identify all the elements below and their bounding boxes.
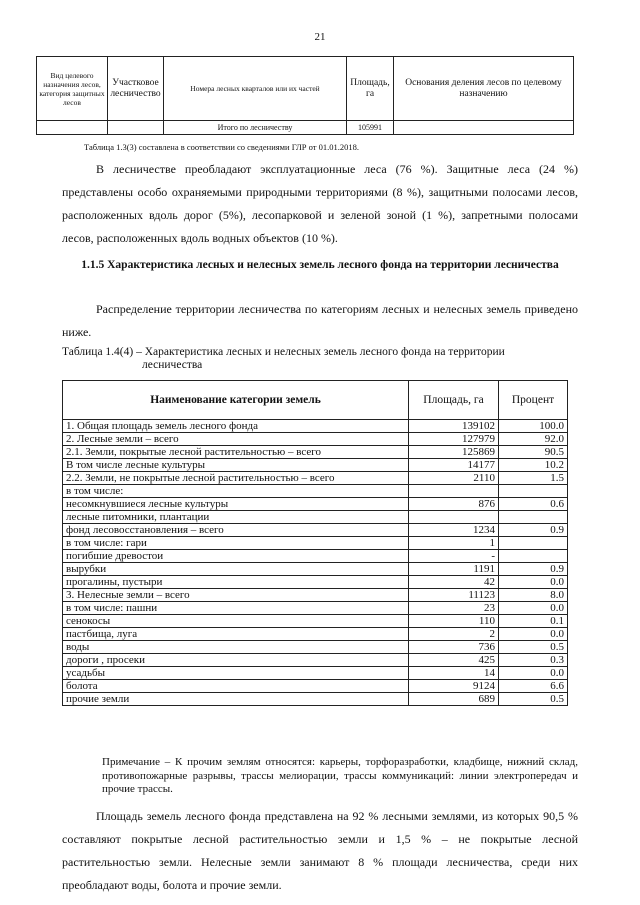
area-cell: 1 [409,537,499,550]
category-cell: сенокосы [63,615,409,628]
table-row [63,459,568,472]
percent-cell: 10.2 [499,459,568,472]
header-cell: Процент [499,381,568,420]
percent-cell: 0.0 [499,628,568,641]
table-row [63,485,568,498]
percent-cell: 0.0 [499,667,568,680]
category-cell: прочие земли [63,693,409,706]
paragraph: Распределение территории лесничества по категориям лесных и нелесных земель приведено ниже. [62,302,578,339]
category-cell: 2. Лесные земли – всего [63,433,409,446]
percent-cell [499,550,568,563]
area-cell: 9124 [409,680,499,693]
area-cell: 23 [409,602,499,615]
category-cell: погибшие древостои [63,550,409,563]
category-cell: несомкнувшиеся лесные культуры [63,498,409,511]
area-cell [409,511,499,524]
table-row [63,589,568,602]
header-cell: Номера лесных кварталов или их частей [164,57,347,121]
percent-cell: 0.6 [499,498,568,511]
paragraph: В лесничестве преобладают эксплуатационные леса (76 %). Защитные леса (24 %) представлены особо охраняемыми природными территориями (8 %), защитными полосами лесов, расположенных вдоль дорог (5%), лесопарковой и зеленой зоной (1 %), запретными полосами лесов, расположенных вдоль водных объектов (10 %). [62,162,578,245]
table-row [63,641,568,654]
category-cell: фонд лесовосстановления – всего [63,524,409,537]
area-cell: 11123 [409,589,499,602]
header-cell: Наименование категории земель [63,381,409,420]
category-cell: усадьбы [63,667,409,680]
section-heading: 1.1.5 Характеристика лесных и нелесных земель лесного фонда на территории лесничества [81,259,559,271]
table-row [63,615,568,628]
percent-cell: 0.9 [499,563,568,576]
category-cell: пастбища, луга [63,628,409,641]
table-row [63,524,568,537]
table-row [63,550,568,563]
category-cell: прогалины, пустыри [63,576,409,589]
percent-cell: 0.5 [499,693,568,706]
category-cell: 2.1. Земли, покрытые лесной растительностью – всего [63,446,409,459]
area-cell: 2110 [409,472,499,485]
area-cell: 110 [409,615,499,628]
table-row [63,628,568,641]
paragraph: Площадь земель лесного фонда представлена на 92 % лесными землями, из которых 90,5 % составляют покрытые лесной растительностью земли и 1,5 % – не покрытые лесной растительностью земли. Нелесные земли занимают 8 % площади лесничества, среди них преобладают воды, болота и прочие земли. [62,809,578,892]
percent-cell: 0.3 [499,654,568,667]
area-cell: 42 [409,576,499,589]
header-cell: Вид целевого назначения лесов, категория защитных лесов [37,57,108,121]
percent-cell [499,511,568,524]
table-row [63,537,568,550]
area-cell: 425 [409,654,499,667]
percent-cell: 0.9 [499,524,568,537]
table-row [63,446,568,459]
category-cell: лесные питомники, плантации [63,511,409,524]
header-cell: Участковое лесничество [108,57,164,121]
table-header-row [63,381,568,420]
table-row [63,511,568,524]
forest-purpose-table [36,56,574,135]
area-cell: 127979 [409,433,499,446]
category-cell: 2.2. Земли, не покрытые лесной растительностью – всего [63,472,409,485]
category-cell: 3. Нелесные земли – всего [63,589,409,602]
table-row [63,693,568,706]
area-cell: - [409,550,499,563]
total-label: Итого по лесничеству [164,121,347,135]
category-cell: 1. Общая площадь земель лесного фонда [63,420,409,433]
percent-cell: 8.0 [499,589,568,602]
table-note: Таблица 1.3(3) составлена в соответствии со сведениями ГЛР от 01.01.2018. [84,142,359,152]
table-row [63,576,568,589]
land-category-table [62,380,568,706]
header-cell: Площадь, га [347,57,394,121]
header-cell: Площадь, га [409,381,499,420]
table-header-row [37,57,574,121]
page-number: 21 [314,31,326,43]
area-cell: 14 [409,667,499,680]
header-cell: Основания деления лесов по целевому назначению [394,57,574,121]
category-cell: болота [63,680,409,693]
category-cell: вырубки [63,563,409,576]
category-cell: В том числе лесные культуры [63,459,409,472]
area-cell [409,485,499,498]
table-row [63,498,568,511]
area-cell: 2 [409,628,499,641]
percent-cell: 100.0 [499,420,568,433]
table-row [63,602,568,615]
percent-cell: 1.5 [499,472,568,485]
percent-cell [499,485,568,498]
area-cell: 14177 [409,459,499,472]
percent-cell: 0.0 [499,602,568,615]
table-row [63,433,568,446]
percent-cell: 90.5 [499,446,568,459]
area-cell: 876 [409,498,499,511]
category-cell: воды [63,641,409,654]
table-row [63,654,568,667]
table-row [63,680,568,693]
total-row [37,121,574,135]
table-row [63,667,568,680]
area-cell: 689 [409,693,499,706]
table-row [63,472,568,485]
category-cell: дороги , просеки [63,654,409,667]
percent-cell: 92.0 [499,433,568,446]
percent-cell: 0.5 [499,641,568,654]
table-caption: Таблица 1.4(4) – Характеристика лесных и нелесных земель лесного фонда на территории лесничества [62,346,505,371]
table-remark: Примечание – К прочим землям относятся: карьеры, торфоразработки, кладбище, нижний склад, противопожарные разрывы, трассы мелиорации, трассы коммуникаций: линии электропередач и прочие трассы. [102,756,578,795]
category-cell: в том числе: гари [63,537,409,550]
area-cell: 139102 [409,420,499,433]
area-cell: 736 [409,641,499,654]
percent-cell [499,537,568,550]
category-cell: в том числе: [63,485,409,498]
table-row [63,563,568,576]
area-cell: 1191 [409,563,499,576]
area-cell: 125869 [409,446,499,459]
percent-cell: 0.1 [499,615,568,628]
area-cell: 1234 [409,524,499,537]
total-value: 105991 [347,121,394,135]
table-row [63,420,568,433]
category-cell: в том числе: пашни [63,602,409,615]
percent-cell: 0.0 [499,576,568,589]
percent-cell: 6.6 [499,680,568,693]
